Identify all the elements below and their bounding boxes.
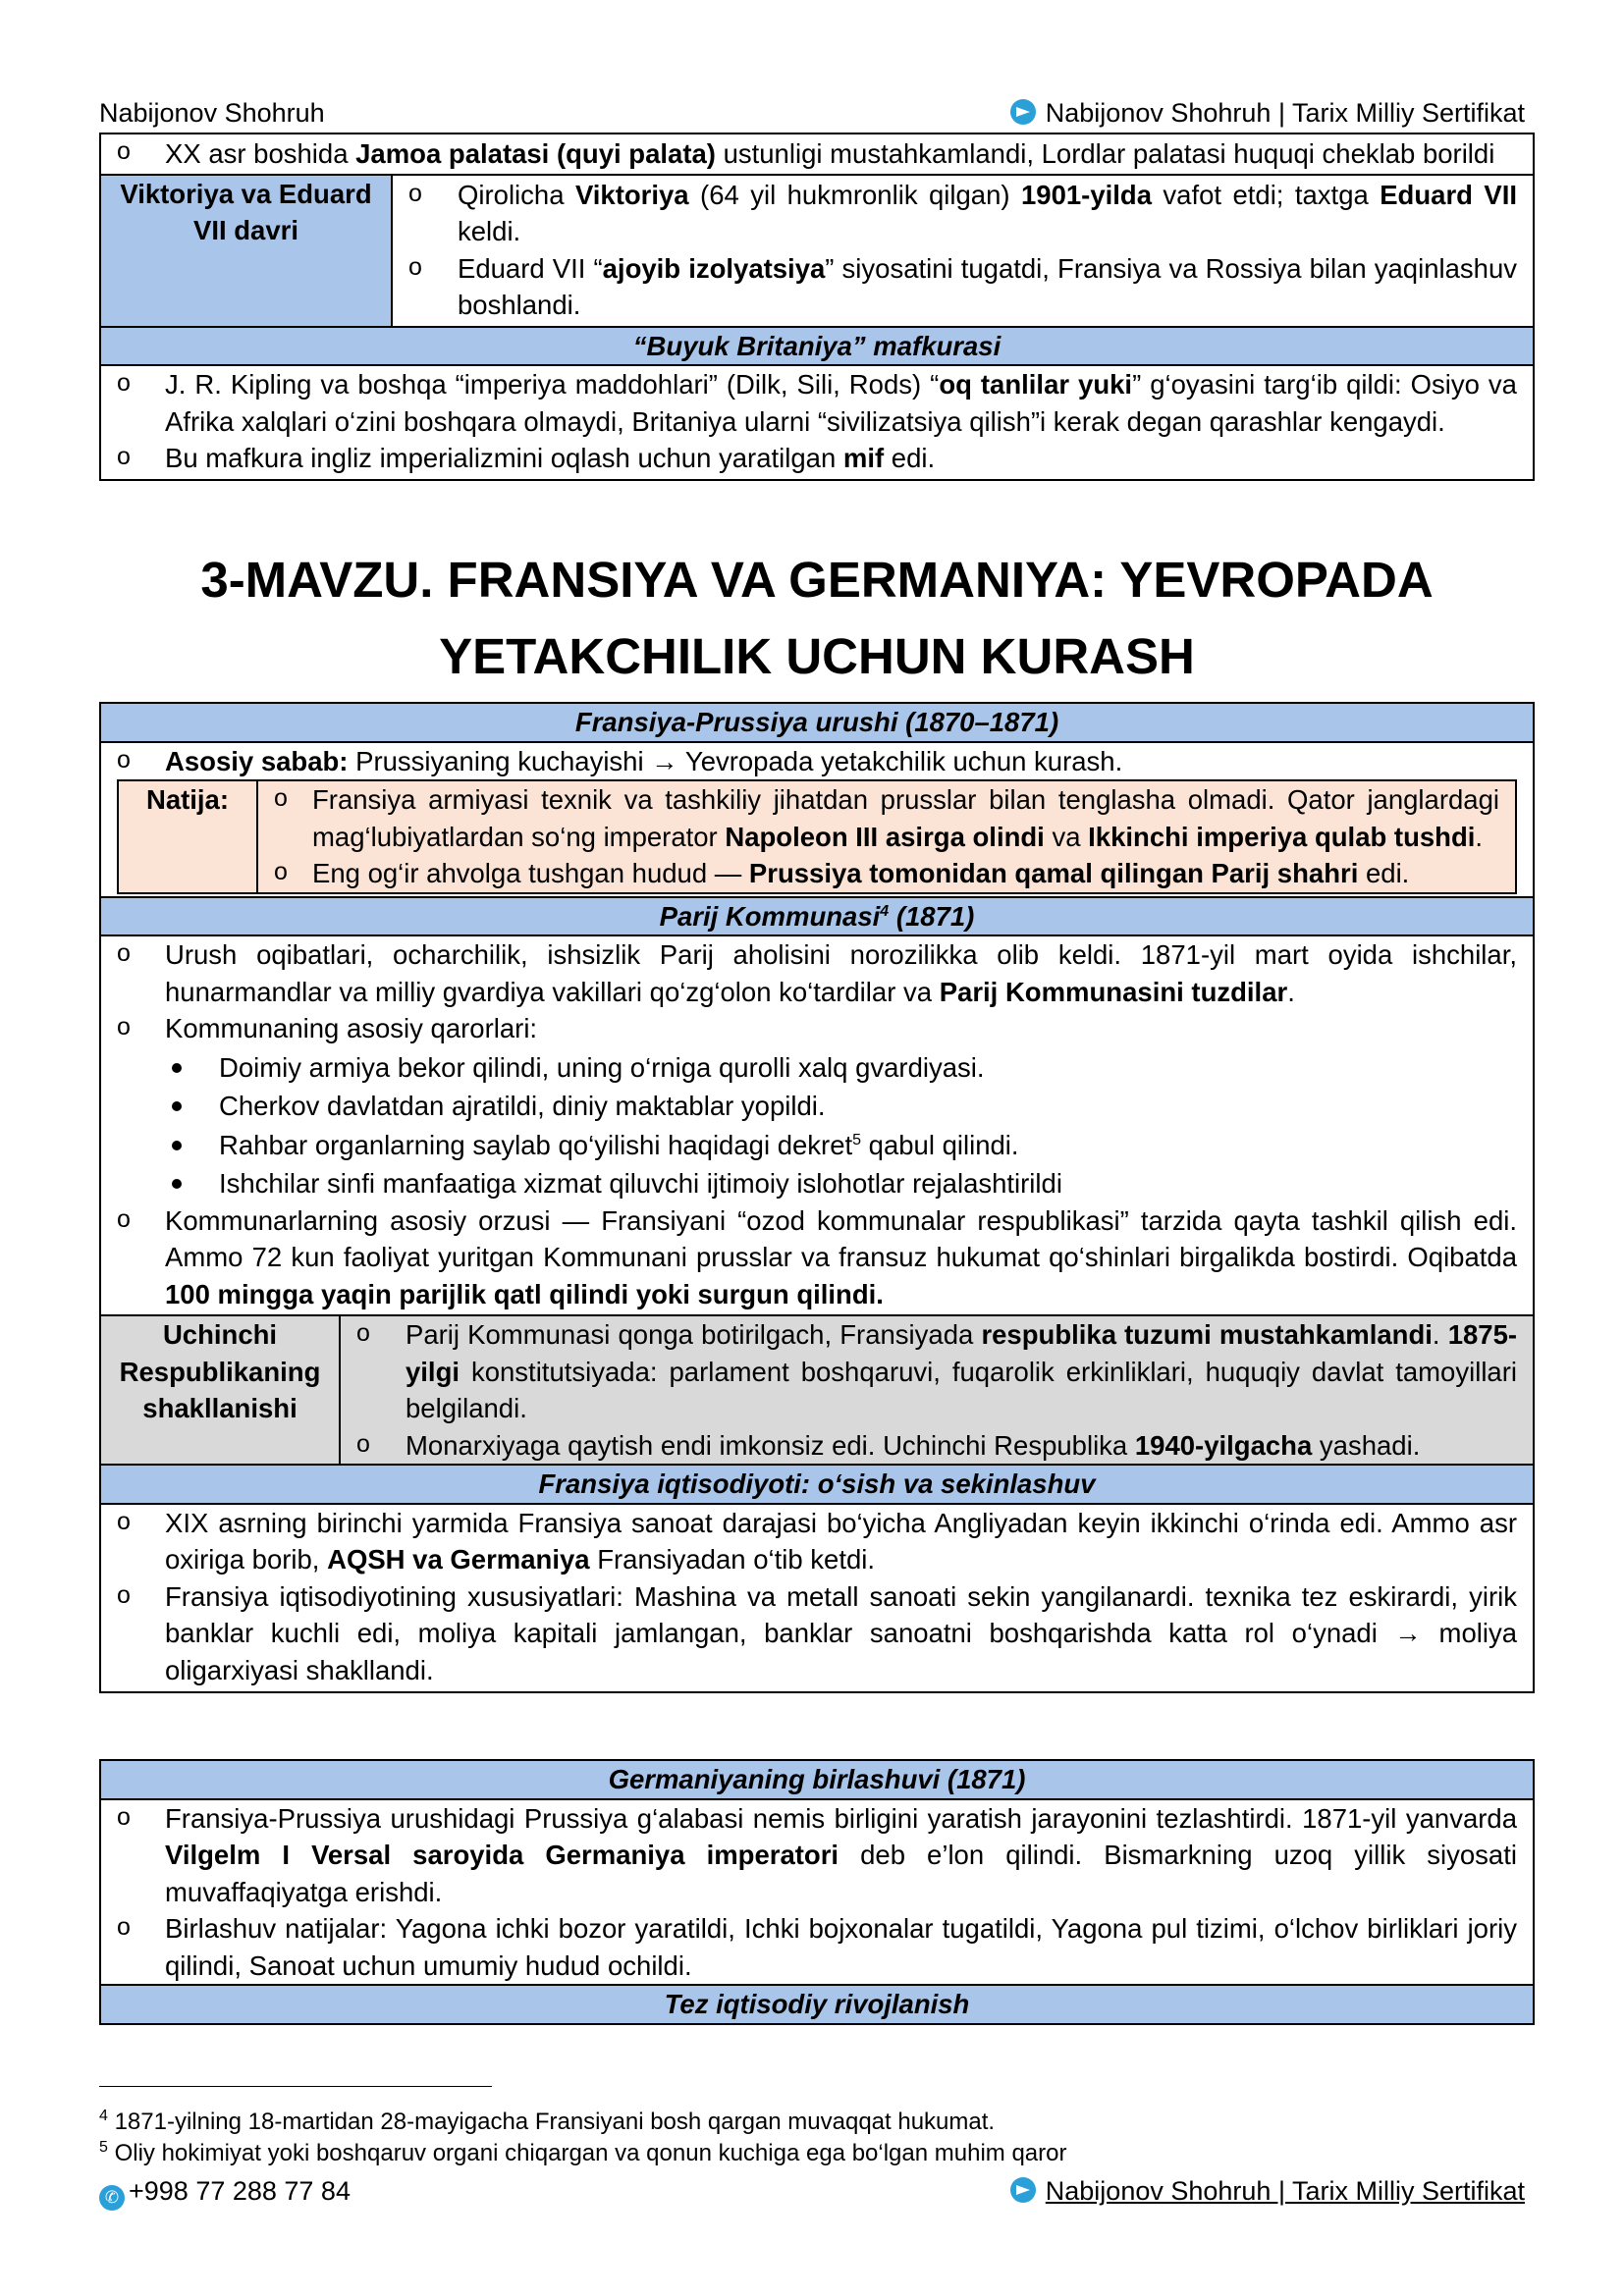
list-item: o Kommunarlarning asosiy orzusi — Fransiyani “ozod kommunalar respublikasi” tarzida qayta tashkil qilish edi. Ammo 72 kun faoliyat yuritgan Kommunani prusslar va fransuz hukumat qo‘shinlari birgalikda bostirdi. Oqibatda 100 mingga yaqin parijlik qatl qilindi yoki surgun qilindi. <box>101 1202 1533 1315</box>
list-item: o Qirolicha Viktoriya (64 yil hukmronlik qilgan) 1901-yilda vafot etdi; taxtga Eduard VII keldi. <box>393 177 1533 250</box>
footer-phone[interactable]: ✆ +998 77 288 77 84 <box>99 2173 351 2211</box>
list-item: o Fransiya iqtisodiyotining xususiyatlari: Mashina va metall sanoati sekin yangilanardi. texnika tez eskirardi, yirik banklar kuchli edi, moliya kapitali jamlangan, banklar sanoatni boshqarishda katta rol o‘ynadi → moliya oligarxiyasi shakllandi. <box>101 1578 1533 1689</box>
section-band: “Buyuk Britaniya” mafkurasi <box>101 326 1533 367</box>
list-item: o XIX asrning birinchi yarmida Fransiya sanoat darajasi bo‘yicha Angliyadan keyin ikkinchi o‘rinda edi. Ammo asr oxiriga borib, AQSH va Germaniya Fransiyadan o‘tib ketdi. <box>101 1505 1533 1578</box>
victoria-row <box>101 174 1533 326</box>
footnote-5: $^5$ Oliy hokimiyat yoki boshqaruv organi chiqargan va qonun kuchiga ega bo‘lgan muhim qaror <box>99 2139 1067 2166</box>
telegram-icon <box>1010 99 1036 125</box>
list-item: o Urush oqibatlari, ocharchilik, ishsizlik Parij aholisini norozilikka olib keldi. 1871-yil mart oyida ishchilar, hunarmandlar va milliy gvardiya vakillari qo‘zg‘olon ko‘tardilar va Parij Kommunasini tuzdilar. <box>101 936 1533 1010</box>
list-item: o Kommunaning asosiy qarorlari: <box>101 1010 1533 1047</box>
list-item: o Parij Kommunasi qonga botirilgach, Fransiyada respublika tuzumi mustahkamlandi. 1875-yilgi konstitutsiyada: parlament boshqaruvi, fuqarolik erkinliklari, huquqiy davlat tamoyillari belgilandi. <box>341 1316 1533 1427</box>
bullet-item: Rahbar organlarning saylab qo‘yilishi haqidagi dekret$^5$ qabul qilindi. <box>101 1127 1533 1164</box>
france-table <box>99 702 1535 1693</box>
list-item: o Asosiy sabab: Prussiyaning kuchayishi → Yevropada yetakchilik uchun kurash. <box>101 743 1533 780</box>
section-band: Fransiya iqtisodiyoti: o‘sish va sekinlashuv <box>101 1464 1533 1505</box>
section-band: Tez iqtisodiy rivojlanish <box>101 1984 1533 2023</box>
section-band: Germaniyaning birlashuvi (1871) <box>101 1761 1533 1800</box>
telegram-icon <box>1010 2177 1036 2203</box>
list-item: o Eduard VII “ajoyib izolyatsiya” siyosatini tugatdi, Fransiya va Rossiya bilan yaqinlashuv boshlandi. <box>393 250 1533 324</box>
result-label: Natija: <box>145 784 230 815</box>
result-box <box>117 779 1517 894</box>
topic-title-line-2: YETAKCHILIK UCHUN KURASH <box>439 628 1195 684</box>
topic-title-line-1: 3-MAVZU. FRANSIYA VA GERMANIYA: YEVROPADA <box>200 552 1434 608</box>
bullet-item: Ishchilar sinfi manfaatiga xizmat qiluvchi ijtimoiy islohotlar rejalashtirildi <box>101 1165 1533 1202</box>
page-header <box>99 96 1525 130</box>
list-item: o Fransiya-Prussiya urushidagi Prussiya g‘alabasi nemis birligini yaratish jarayonini tezlashtirdi. 1871-yil yanvarda Vilgelm I Versal saroyida Germaniya imperatori deb e’lon qilindi. Bismarkning uzoq yillik siyosati muvaffaqiyatga erishdi. <box>101 1800 1533 1911</box>
header-author: Nabijonov Shohruh <box>99 98 325 128</box>
list-item: o Fransiya armiyasi texnik va tashkiliy jihatdan prusslar bilan tenglasha olmadi. Qator janglardagi mag‘lubiyatlardan so‘ng imperator Napoleon III asirga olindi va Ikkinchi imperiya qulab tushdi. <box>258 781 1515 855</box>
germany-table <box>99 1759 1535 2025</box>
third-republic-row <box>101 1314 1533 1464</box>
britain-table <box>99 133 1535 481</box>
list-item: o Eng og‘ir ahvolga tushgan hudud — Prussiya tomonidan qamal qilingan Parij shahri edi. <box>258 855 1515 892</box>
bullet-item: Doimiy armiya bekor qilindi, uning o‘rniga qurolli xalq gvardiyasi. <box>101 1049 1533 1087</box>
bullet-item: Cherkov davlatdan ajratildi, diniy maktablar yopildi. <box>101 1088 1533 1125</box>
footnote-divider <box>99 2086 492 2087</box>
list-item: o Birlashuv natijalar: Yagona ichki bozor yaratildi, Ichki bojxonalar tugatildi, Yagona pul tizimi, o‘lchov birliklari joriy qilindi, Sanoat uchun umumiy hudud ochildi. <box>101 1910 1533 1984</box>
list-item: o J. R. Kipling va boshqa “imperiya maddohlari” (Dilk, Sili, Rods) “oq tanlilar yuki” g‘oyasini targ‘ib qildi: Osiyo va Afrika xalqlari o‘zini boshqara olmaydi, Britaniya ularni “sivilizatsiya qilish”i kerak degan qarashlar kengaydi. <box>101 366 1533 440</box>
page-footer <box>99 2173 1525 2209</box>
list-item: o Bu mafkura ingliz imperializmini oqlash uchun yaratilgan mif edi. <box>101 440 1533 477</box>
section-band: Fransiya-Prussiya urushi (1870–1871) <box>101 704 1533 743</box>
header-channel[interactable]: Nabijonov Shohruh | Tarix Milliy Sertifikat <box>1010 96 1525 130</box>
phone-icon: ✆ <box>99 2185 125 2211</box>
section-band: Parij Kommunasi$^4$ (1871) <box>101 896 1533 937</box>
list-item: o XX asr boshida Jamoa palatasi (quyi palata) ustunligi mustahkamlandi, Lordlar palatasi huquqi cheklab borildi <box>101 134 1533 174</box>
list-item: o Monarxiyaga qaytish endi imkonsiz edi. Uchinchi Respublika 1940-yilgacha yashadi. <box>341 1427 1533 1465</box>
third-republic-label: Uchinchi Respublikaning shakllanishi <box>101 1316 341 1464</box>
footnote-4: $^4$ 1871-yilning 18-martidan 28-mayigacha Fransiyani bosh qargan muvaqqat hukumat. <box>99 2108 996 2135</box>
victoria-label: Viktoriya va Eduard VII davri <box>101 176 393 326</box>
footer-channel-link[interactable]: Nabijonov Shohruh | Tarix Milliy Sertifikat <box>1010 2173 1525 2209</box>
